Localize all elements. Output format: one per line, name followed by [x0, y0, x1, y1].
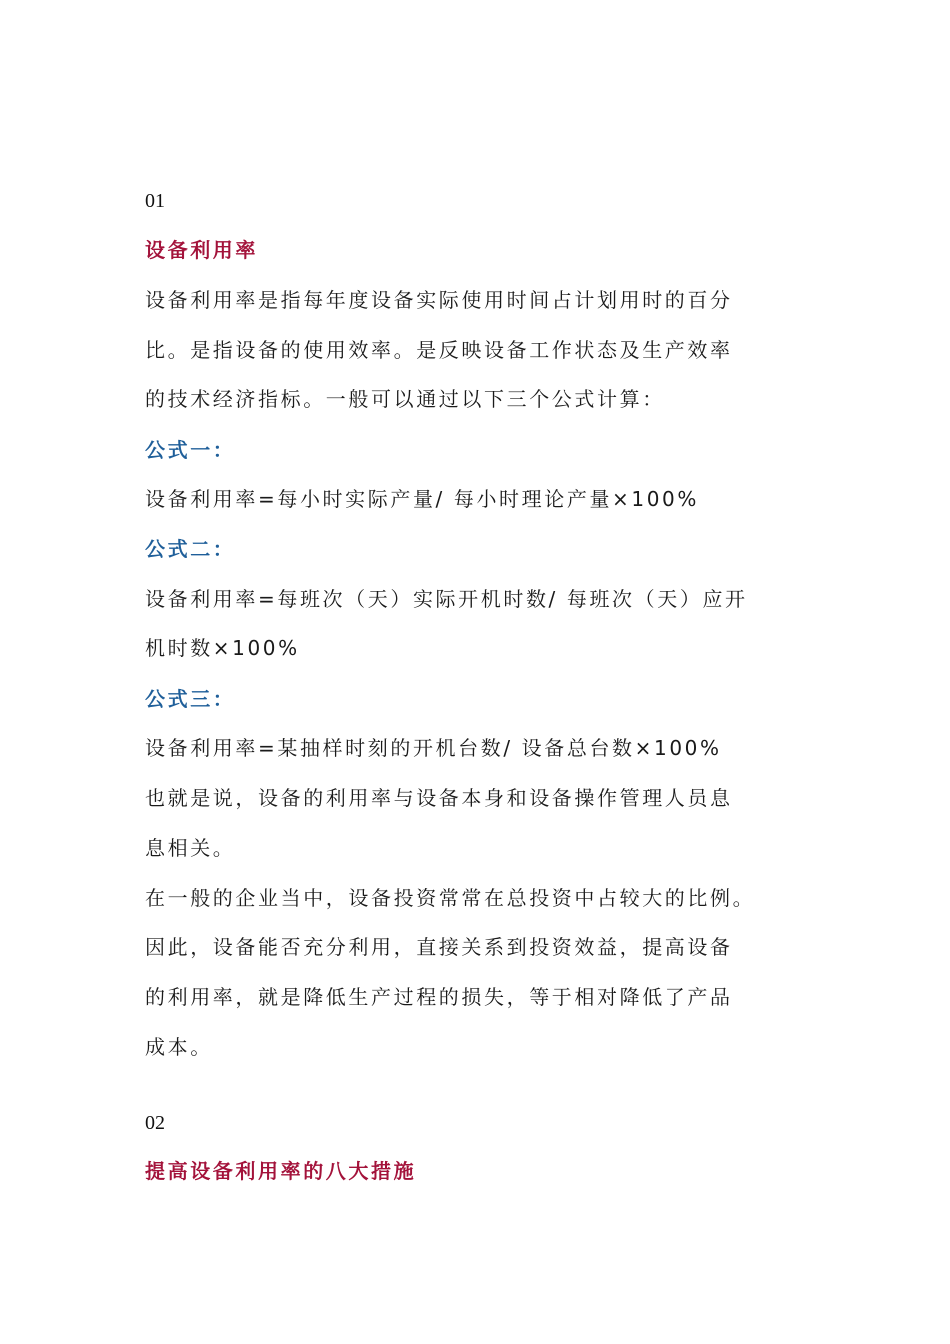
section-number-01: 01 [145, 190, 165, 212]
section-heading-eight-measures: 提高设备利用率的八大措施 [145, 1159, 417, 1183]
para2-line-1: 也就是说，设备的利用率与设备本身和设备操作管理人员息 [145, 786, 733, 810]
formula-2-text-line-2: 机时数×100% [145, 636, 300, 660]
formula-2-text-line-1: 设备利用率=每班次（天）实际开机时数/ 每班次（天）应开 [145, 587, 748, 611]
para3-line-2: 因此，设备能否充分利用，直接关系到投资效益，提高设备 [145, 935, 733, 959]
formula-1-label: 公式一： [145, 438, 236, 462]
para3-line-1: 在一般的企业当中，设备投资常常在总投资中占较大的比例。 [145, 886, 756, 910]
formula-2-label: 公式二： [145, 537, 236, 561]
intro-line-2: 比。是指设备的使用效率。是反映设备工作状态及生产效率 [145, 338, 733, 362]
para3-line-4: 成本。 [145, 1035, 213, 1059]
para3-line-3: 的利用率，就是降低生产过程的损失，等于相对降低了产品 [145, 985, 733, 1009]
intro-line-1: 设备利用率是指每年度设备实际使用时间占计划用时的百分 [145, 288, 733, 312]
section-heading-equipment-utilization: 设备利用率 [145, 238, 258, 262]
formula-3-text: 设备利用率=某抽样时刻的开机台数/ 设备总台数×100% [145, 736, 722, 760]
formula-3-label: 公式三： [145, 687, 236, 711]
intro-line-3: 的技术经济指标。一般可以通过以下三个公式计算： [145, 387, 665, 411]
para2-line-2: 息相关。 [145, 836, 236, 860]
section-number-02: 02 [145, 1112, 165, 1134]
formula-1-text: 设备利用率=每小时实际产量/ 每小时理论产量×100% [145, 487, 699, 511]
